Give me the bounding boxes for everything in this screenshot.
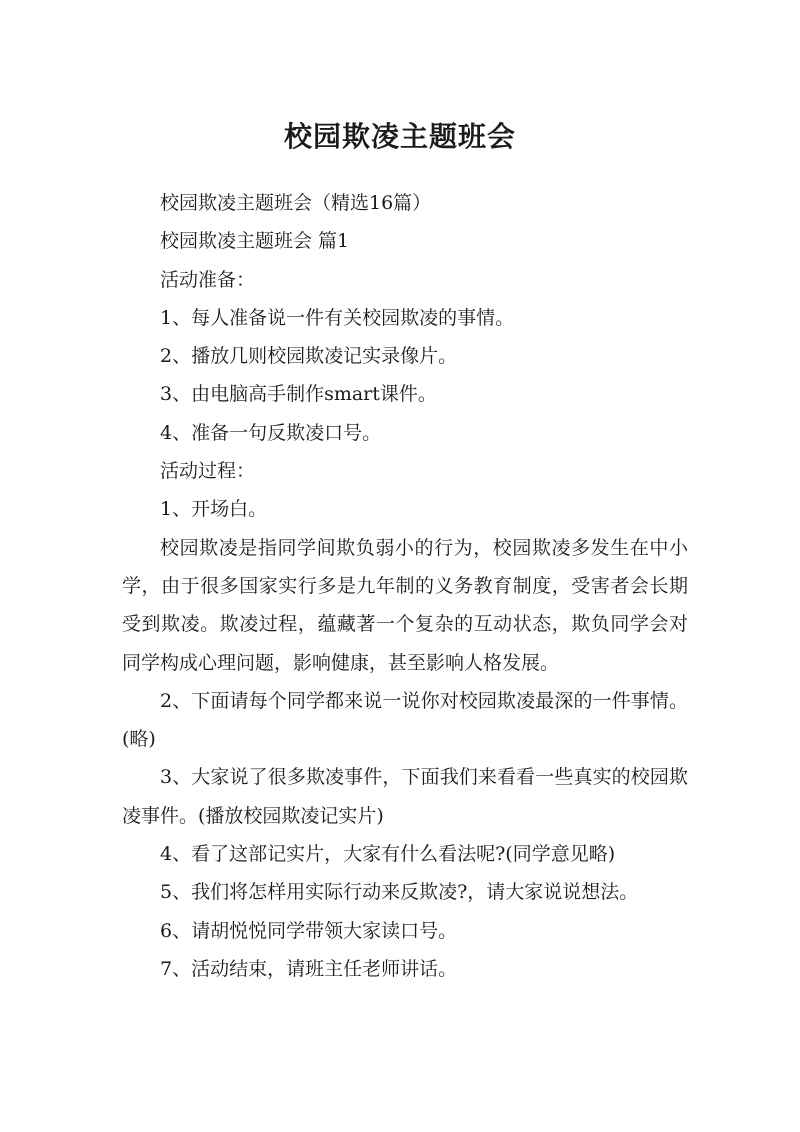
document-title: 校园欺凌主题班会 bbox=[283, 119, 516, 153]
paragraph-process-5: 5、我们将怎样用实际行动来反欺凌?，请大家说说想法。 bbox=[160, 881, 639, 904]
paragraph-subtitle: 校园欺凌主题班会（精选16篇） bbox=[160, 192, 432, 214]
paragraph-preparation-2: 2、播放几则校园欺凌记实录像片。 bbox=[160, 345, 458, 368]
paragraph-process-7: 7、活动结束，请班主任老师讲话。 bbox=[160, 957, 458, 980]
paragraph-preparation-1: 1、每人准备说一件有关校园欺凌的事情。 bbox=[160, 306, 515, 329]
paragraph-preparation-3: 3、由电脑高手制作smart课件。 bbox=[160, 383, 437, 406]
document-body bbox=[122, 184, 688, 988]
paragraph-process-1: 1、开场白。 bbox=[160, 498, 268, 521]
paragraph-process-heading: 活动过程： bbox=[160, 460, 256, 483]
paragraph-section-heading: 校园欺凌主题班会 篇1 bbox=[160, 230, 350, 253]
paragraph-process-6: 6、请胡悦悦同学带领大家读口号。 bbox=[160, 919, 458, 942]
paragraph-preparation-4: 4、准备一句反欺凌口号。 bbox=[160, 421, 382, 444]
paragraph-preparation-heading: 活动准备： bbox=[160, 268, 256, 291]
paragraph-intro-text: 校园欺凌是指同学间欺负弱小的行为，校园欺凌多发生在中小学，由于很多国家实行多是九年制的义务教育制度，受害者会长期受到欺凌。欺凌过程，蕴藏著一个复杂的互动状态，欺负同学会对同学构成心理问题，影响健康，甚至影响人格发展。 bbox=[122, 536, 688, 674]
paragraph-process-4: 4、看了这部记实片，大家有什么看法呢?(同学意见略) bbox=[160, 843, 616, 866]
paragraph-process-3: 3、大家说了很多欺凌事件，下面我们来看看一些真实的校园欺凌事件。(播放校园欺凌记实片) bbox=[122, 766, 688, 827]
paragraph-process-2: 2、下面请每个同学都来说一说你对校园欺凌最深的一件事情。(略) bbox=[122, 689, 688, 751]
